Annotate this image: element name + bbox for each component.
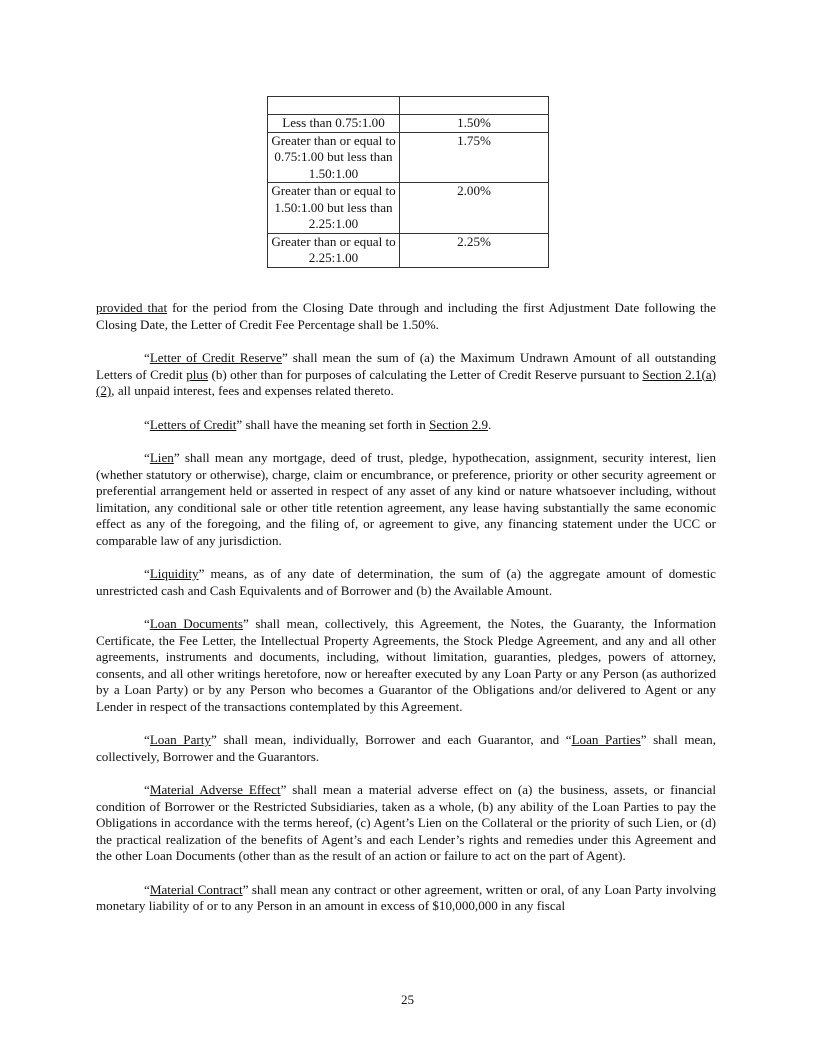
section-reference: Section 2.1(a)(2) [96, 366, 716, 398]
ratio-cell: Greater than or equal to 0.75:1.00 but less than 1.50:1.00 [268, 132, 400, 183]
definition-text: ” shall mean any mortgage, deed of trust, pledge, hypothecation, assignment, security interest, lien (whether statutory or otherwise), charge, claim or encumbrance, or preference, priority or other security agreement or preferential arrangement held or asserted in respect of any asset of any kind or nature whatsoever including, without limitation, any conditional sale or other title retention agreement, any lease having substantially the same economic effect as any of the foregoing, and the filing of, or agreement to give, any financing statement under the UCC or comparable law of any jurisdiction. [96, 450, 716, 548]
table-row [268, 132, 549, 183]
ratio-cell: Greater than or equal to 1.50:1.00 but less than 2.25:1.00 [268, 183, 400, 234]
definition-text: ” shall mean the sum of (a) the Maximum Undrawn Amount of all outstanding Letters of Credit [96, 350, 716, 382]
fee-percentage-table [267, 96, 549, 268]
table-header-cell [400, 97, 549, 115]
percentage-cell: 1.75% [400, 132, 549, 183]
definition-letter-of-credit-reserve [96, 350, 716, 400]
definition-loan-documents [96, 616, 716, 715]
definition-material-adverse-effect [96, 782, 716, 865]
table-header-cell [268, 97, 400, 115]
defined-term: Loan Party [149, 732, 211, 747]
quote-mark: “ [144, 416, 150, 432]
quote-mark: “ [144, 566, 150, 581]
table-row [268, 115, 549, 133]
section-reference: Section 2.9 [429, 416, 488, 432]
ratio-cell: Less than 0.75:1.00 [268, 115, 400, 133]
definition-loan-party [96, 732, 716, 765]
quote-mark: “ [144, 350, 150, 365]
defined-term: Loan Parties [571, 732, 641, 747]
defined-term: Lien [149, 450, 174, 465]
definition-text: ” shall mean any contract or other agreement, written or oral, of any Loan Party involving monetary liability of or to any Person in an amount in excess of $10,000,000 in any fiscal [96, 881, 716, 913]
table-header-row [268, 97, 549, 115]
document-body [96, 300, 716, 932]
definition-liquidity [96, 566, 716, 599]
defined-term: Letter of Credit Reserve [149, 350, 282, 365]
table-row [268, 183, 549, 234]
definition-lien [96, 450, 716, 549]
definition-text: , all unpaid interest, fees and expenses related thereto. [111, 383, 394, 398]
defined-term: Material Contract [149, 881, 243, 897]
definition-text: (b) other than for purposes of calculating the Letter of Credit Reserve pursuant to [208, 366, 643, 382]
quote-mark: “ [144, 782, 150, 797]
definition-text: ” shall mean, individually, Borrower and each Guarantor, and “ [210, 732, 572, 747]
ratio-cell: Greater than or equal to 2.25:1.00 [268, 233, 400, 267]
quote-mark: “ [144, 616, 150, 631]
definition-text: . [488, 416, 492, 432]
definition-text: ” means, as of any date of determination, the sum of (a) the aggregate amount of domestic unrestricted cash and Cash Equivalents and of Borrower and (b) the Available Amount. [96, 566, 716, 598]
quote-mark: “ [144, 732, 150, 747]
definition-text: ” shall mean, collectively, this Agreement, the Notes, the Guaranty, the Information Certificate, the Fee Letter, the Intellectual Property Agreements, the Stock Pledge Agreement, and any and all other agreements, instruments and documents, including, without limitation, guaranties, pledges, powers of attorney, consents, and all other writings heretofore, now or hereafter executed by any Loan Party or any Person (as authorized by a Loan Party) or by any Person who becomes a Guarantor of the Obligations and/or delivered to Agent or any Lender in respect of the transactions contemplated by this Agreement. [96, 616, 716, 714]
page-number: 25 [400, 992, 415, 1007]
percentage-cell: 2.00% [400, 183, 549, 234]
definition-text: ” shall mean, collectively, Borrower and the Guarantors. [96, 732, 716, 764]
percentage-cell: 1.50% [400, 115, 549, 133]
quote-mark: “ [144, 450, 150, 465]
quote-mark: “ [144, 881, 150, 897]
defined-term: Letters of Credit [149, 416, 237, 432]
definition-text: ” shall have the meaning set forth in [236, 416, 430, 432]
defined-term: Liquidity [149, 566, 199, 581]
proviso-lead: provided that [96, 300, 168, 315]
emphasis-plus: plus [186, 366, 209, 382]
table-row [268, 233, 549, 267]
defined-term: Loan Documents [149, 616, 243, 631]
definition-material-contract [96, 882, 716, 915]
proviso-text: for the period from the Closing Date through and including the first Adjustment Date following the Closing Date, the Letter of Credit Fee Percentage shall be 1.50%. [96, 300, 716, 332]
definition-letters-of-credit [96, 417, 716, 434]
percentage-cell: 2.25% [400, 233, 549, 267]
definition-text: ” shall mean a material adverse effect on (a) the business, assets, or financial condition of Borrower or the Restricted Subsidiaries, taken as a whole, (b) any ability of the Loan Parties to pay the Obligations in accordance with the terms hereof, (c) Agent’s Lien on the Collateral or the priority of such Lien, or (d) the practical realization of the benefits of Agent’s and each Lender’s rights and remedies under this Agreement and the other Loan Documents (other than as the result of an action or failure to act on the part of Agent). [96, 782, 716, 863]
proviso-paragraph [96, 300, 716, 333]
defined-term: Material Adverse Effect [149, 782, 281, 797]
